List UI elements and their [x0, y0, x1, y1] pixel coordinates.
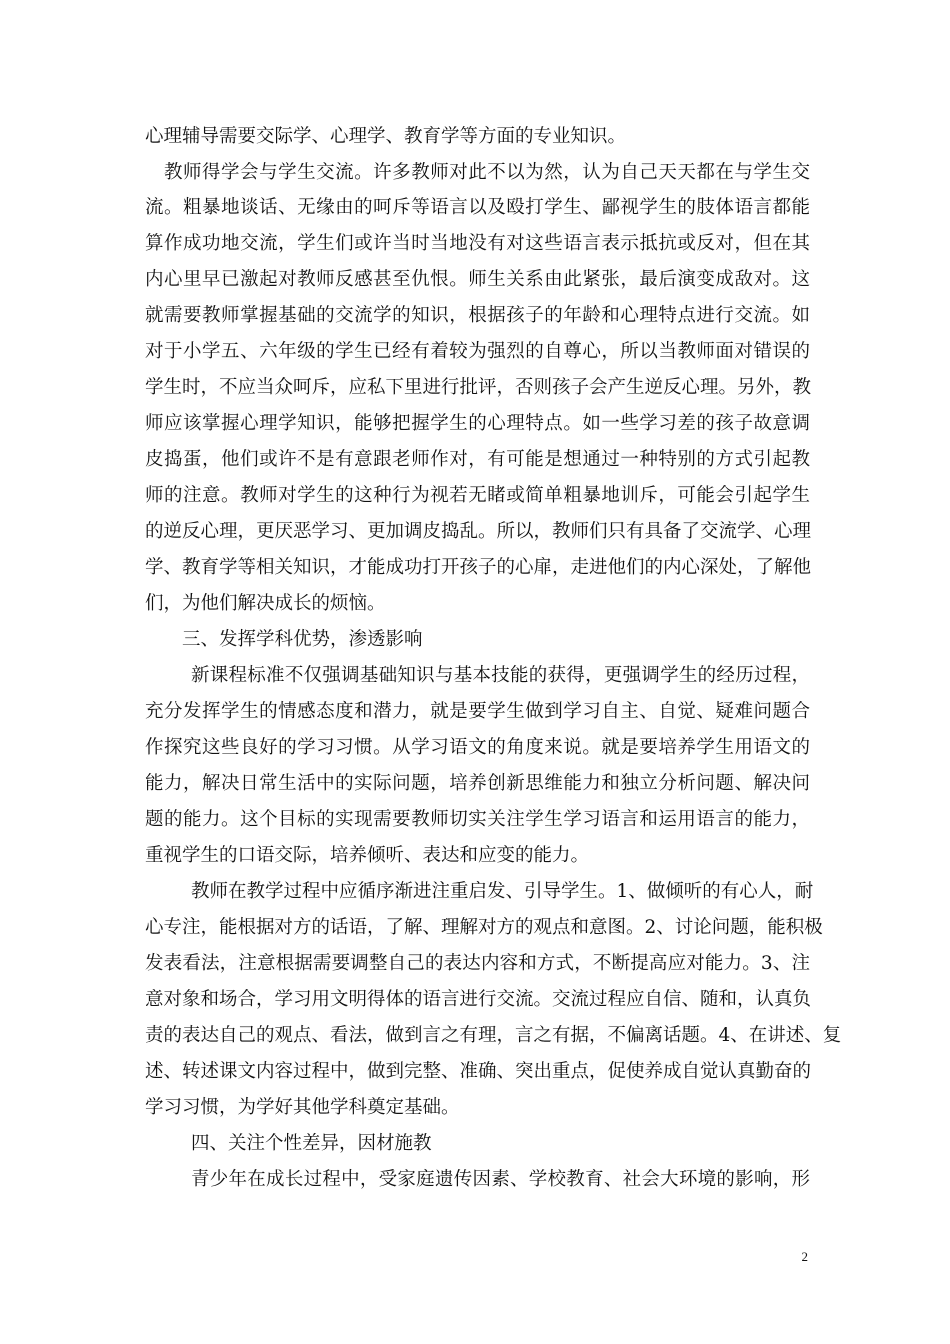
- text-line: 算作成功地交流，学生们或许当时当地没有对这些语言表示抵抗或反对，但在其: [145, 233, 810, 254]
- text-line: 充分发挥学生的情感态度和潜力，就是要学生做到学习自主、自觉、疑难问题合: [145, 701, 810, 722]
- text-line: 学习习惯，为学好其他学科奠定基础。: [145, 1097, 460, 1118]
- text-line: 就需要教师掌握基础的交流学的知识，根据孩子的年龄和心理特点进行交流。如: [145, 305, 810, 326]
- text-line: 的逆反心理，更厌恶学习、更加调皮捣乱。所以，教师们只有具备了交流学、心理: [145, 521, 812, 542]
- text-line: 教师在教学过程中应循序渐进注重启发、引导学生。1、做倾听的有心人，耐: [191, 881, 814, 902]
- text-line: 发表看法，注意根据需要调整自己的表达内容和方式，不断提高应对能力。3、注: [145, 953, 810, 974]
- text-line: 流。粗暴地谈话、无缘由的呵斥等语言以及殴打学生、鄙视学生的肢体语言都能: [145, 197, 810, 218]
- section-heading: 三、发挥学科优势，渗透影响: [182, 629, 423, 650]
- section-heading: 四、关注个性差异，因材施教: [191, 1133, 432, 1154]
- text-line: 内心里早已激起对教师反感甚至仇恨。师生关系由此紧张，最后演变成敌对。这: [145, 269, 810, 290]
- page-number: 2: [801, 1249, 808, 1264]
- text-line: 青少年在成长过程中，受家庭遗传因素、学校教育、社会大环境的影响，形: [191, 1169, 810, 1190]
- text-line: 皮捣蛋，他们或许不是有意跟老师作对，有可能是想通过一种特别的方式引起教: [145, 449, 810, 470]
- text-line: 心专注，能根据对方的话语，了解、理解对方的观点和意图。2、讨论问题，能积极: [145, 917, 823, 938]
- text-line: 师应该掌握心理学知识，能够把握学生的心理特点。如一些学习差的孩子故意调: [145, 413, 810, 434]
- text-line: 作探究这些良好的学习习惯。从学习语文的角度来说。就是要培养学生用语文的: [145, 737, 810, 758]
- text-line: 题的能力。这个目标的实现需要教师切实关注学生学习语言和运用语言的能力，: [145, 809, 810, 830]
- text-line: 学、教育学等相关知识，才能成功打开孩子的心扉，走进他们的内心深处，了解他: [145, 557, 812, 578]
- text-line: 能力，解决日常生活中的实际问题，培养创新思维能力和独立分析问题、解决问: [145, 773, 810, 794]
- text-line: 心理辅导需要交际学、心理学、教育学等方面的专业知识。: [145, 126, 627, 147]
- text-line: 学生时，不应当众呵斥，应私下里进行批评，否则孩子会产生逆反心理。另外，教: [145, 377, 812, 398]
- text-line: 们，为他们解决成长的烦恼。: [145, 593, 386, 614]
- text-line: 意对象和场合，学习用文明得体的语言进行交流。交流过程应自信、随和，认真负: [145, 989, 812, 1010]
- text-line: 新课程标准不仅强调基础知识与基本技能的获得，更强调学生的经历过程，: [191, 665, 810, 686]
- text-line: 重视学生的口语交际，培养倾听、表达和应变的能力。: [145, 845, 590, 866]
- text-line: 对于小学五、六年级的学生已经有着较为强烈的自尊心，所以当教师面对错误的: [145, 341, 810, 362]
- text-line: 师的注意。教师对学生的这种行为视若无睹或简单粗暴地训斥，可能会引起学生: [145, 485, 810, 506]
- text-line: 责的表达自己的观点、看法，做到言之有理，言之有据，不偏离话题。4、在讲述、复: [145, 1025, 842, 1046]
- text-line: 述、转述课文内容过程中，做到完整、准确、突出重点，促使养成自觉认真勤奋的: [145, 1061, 812, 1082]
- text-line: 教师得学会与学生交流。许多教师对此不以为然，认为自己天天都在与学生交: [164, 162, 810, 183]
